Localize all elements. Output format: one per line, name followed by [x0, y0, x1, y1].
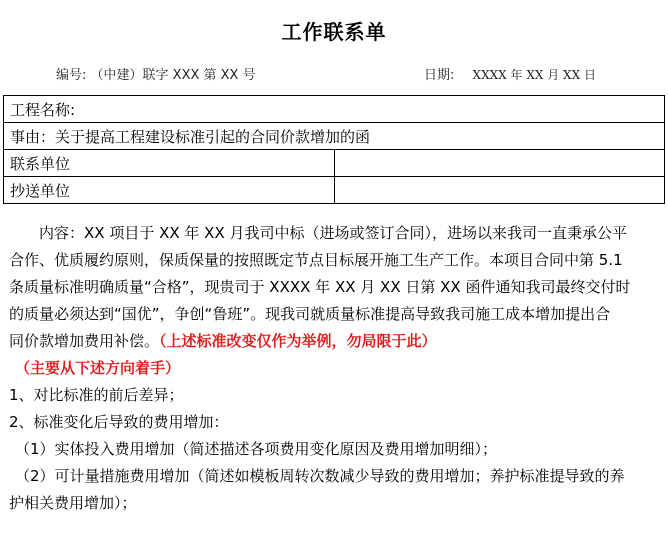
contact-unit-row — [4, 150, 665, 177]
list-item: 2、标准变化后导致的费用增加： — [9, 413, 229, 431]
content-paragraph-line: 条质量标准明确质量“合格”，现贵司于 XXXX 年 XX 月 XX 日第 XX 函件通知我司最终交付时 — [9, 278, 631, 296]
example-note: （上述标准改变仅作为举例，勿局限于此） — [159, 332, 437, 350]
content-paragraph-end: 同价款增加费用补偿。 — [9, 332, 160, 350]
header-form-table — [3, 95, 665, 204]
cc-unit-label: 抄送单位 — [4, 177, 335, 204]
subject-row — [4, 123, 665, 150]
content-paragraph-line: 内容：XX 项目于 XX 年 XX 月我司中标（进场或签订合同），进场以来我司一直秉承公平 — [39, 224, 627, 242]
cc-unit-value — [334, 177, 665, 204]
contact-unit-label: 联系单位 — [4, 150, 335, 177]
document-number — [56, 64, 256, 83]
content-paragraph-line: 的质量必须达到“国优”，争创“鲁班”。现我司就质量标准提高导致我司施工成本增加提出合 — [9, 305, 611, 323]
subject-cell: 事由：关于提高工程建设标准引起的合同价款增加的函 — [4, 123, 665, 150]
number-value: （中建）联字 XXX 第 XX 号 — [90, 68, 256, 83]
project-row — [4, 96, 665, 123]
document-date — [424, 64, 596, 83]
cc-unit-row — [4, 177, 665, 204]
direction-note: （主要从下述方向着手） — [15, 359, 181, 377]
project-name-cell: 工程名称: — [4, 96, 665, 123]
list-item: 护相关费用增加）； — [9, 494, 137, 512]
list-item: （1）实体投入费用增加（简述描述各项费用变化原因及费用增加明细）； — [15, 440, 498, 458]
contact-unit-value — [334, 150, 665, 177]
number-label: 编号: — [56, 68, 87, 83]
list-item: （2）可计量措施费用增加（简述如模板周转次数减少导致的费用增加；养护标准提导致的养 — [15, 467, 625, 485]
date-value: XXXX 年 XX 月 XX 日 — [472, 68, 596, 82]
content-paragraph-line: 合作、优质履约原则，保质保量的按照既定节点目标展开施工生产工作。本项目合同中第 5.1 — [9, 251, 623, 269]
content-paragraph-line-last — [9, 328, 665, 355]
document-title: 工作联系单 — [281, 20, 387, 44]
date-label: 日期: — [424, 68, 455, 83]
content-body — [9, 220, 665, 517]
list-item: 1、对比标准的前后差异； — [9, 386, 184, 404]
